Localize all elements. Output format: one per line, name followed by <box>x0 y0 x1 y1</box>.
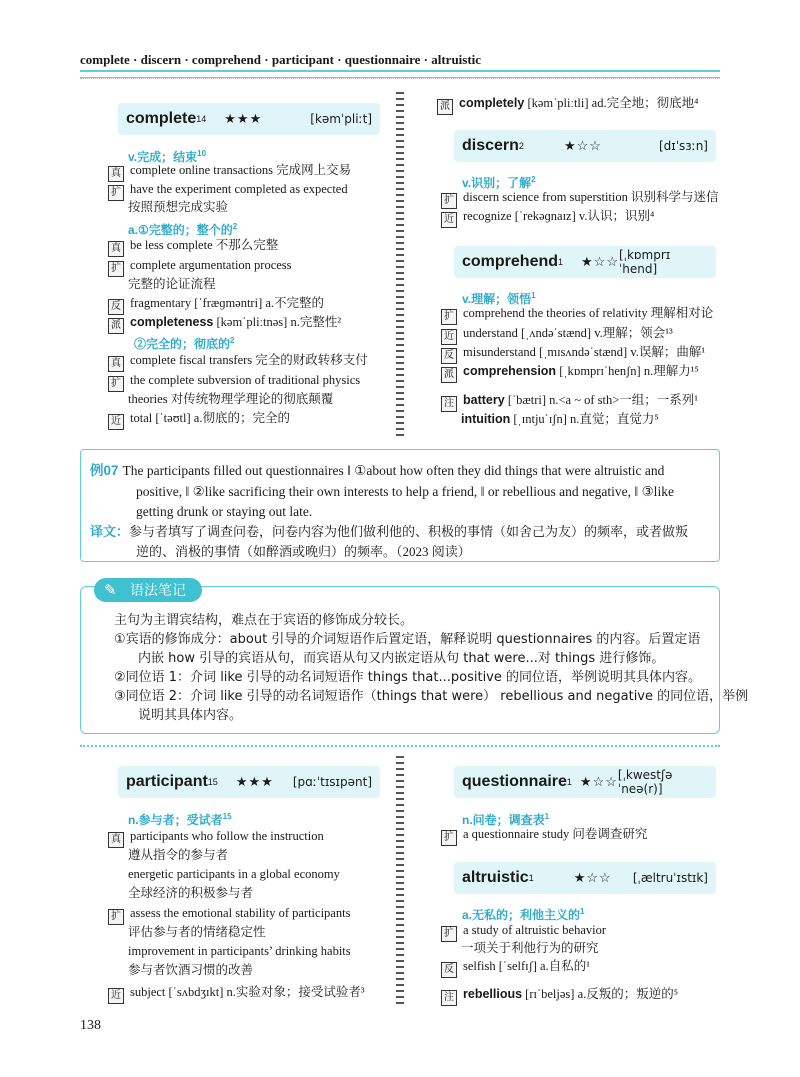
phonetic: [pɑːˈtɪsɪpənt] <box>292 775 372 789</box>
tag-jin: 近 <box>441 329 457 345</box>
phonetic: [dɪˈsɜːn] <box>658 139 708 153</box>
synonym-line: 近 recognize [ˈrekəɡnaɪz] v.认识；识别⁴ <box>441 208 654 228</box>
tag-kuo: 扩 <box>441 193 457 209</box>
example-sentence: getting drunk or staying out late. <box>136 504 313 519</box>
note-line: 注 battery [ˈbætri] n.<a ~ of sth>一组；一系列¹ <box>441 392 698 412</box>
tag-pai: 派 <box>108 318 124 334</box>
antonym-line: 反 misunderstand [ˌmɪsʌndəˈstænd] v.误解；曲解¹ <box>441 344 705 364</box>
example-label: 例07 <box>90 463 119 478</box>
tag-jin: 近 <box>441 212 457 228</box>
example-line: 真 participants who follow the instruction <box>108 828 324 848</box>
part-of-speech: n.参与者；受试者$^{15}$ <box>128 812 232 827</box>
tag-kuo: 扩 <box>108 376 124 392</box>
phonetic: [ˌæltruˈɪstɪk] <box>632 871 708 885</box>
part-of-speech: v.理解；领悟$^1$ <box>462 291 536 306</box>
phonetic: [kəmˈpliːt] <box>310 112 372 126</box>
tag-jin: 近 <box>108 414 124 430</box>
tag-fan: 反 <box>441 348 457 364</box>
spring-divider <box>396 756 404 1004</box>
derivative-line: 派 completeness [kəmˈpliːtnəs] n.完整性² <box>108 314 341 334</box>
antonym-line: 反 fragmentary [ˈfræɡməntri] a.不完整的 <box>108 295 324 315</box>
headword: participant <box>126 773 208 790</box>
example-line: 参与者饮酒习惯的改善 <box>128 963 254 977</box>
headword: questionnaire <box>462 773 567 790</box>
entry-header-comprehend <box>454 246 716 278</box>
grammar-line: ③同位语 2：介词 like 引导的动名词短语作（things that were） rebellious and negative 的同位语，举例 <box>114 689 749 704</box>
section-divider <box>80 745 720 747</box>
frequency: 2 <box>518 141 524 151</box>
translation: 逆的、消极的事情（如醉酒或晚归）的频率。（2023 阅读） <box>136 544 471 559</box>
tag-kuo: 扩 <box>441 830 457 846</box>
frequency: 1 <box>528 873 534 883</box>
star-rating: ★★★ <box>235 774 274 789</box>
headword: comprehend <box>462 253 559 270</box>
tag-zhen: 真 <box>108 356 124 372</box>
part-of-speech: ②完全的；彻底的$^2$ <box>134 336 235 351</box>
grammar-line: 内嵌 how 引导的宾语从句，而宾语从句又内嵌定语从句 that were...对 things 进行修饰。 <box>138 651 665 666</box>
entry-header-participant <box>118 766 380 798</box>
tag-jin: 近 <box>108 988 124 1004</box>
phonetic: [ˌkɒmprɪˈhend] <box>619 248 671 276</box>
star-rating: ★★★ <box>224 111 263 126</box>
tag-zhu: 注 <box>441 990 457 1006</box>
pen-icon: ✎ <box>104 581 117 599</box>
tag-fan: 反 <box>441 962 457 978</box>
header-dotted-rule <box>80 78 720 79</box>
header-rule <box>80 70 720 78</box>
tag-kuo: 扩 <box>108 185 124 201</box>
example-line: 扩 complete argumentation process <box>108 257 292 277</box>
example-line: theories 对传统物理学理论的彻底颠覆 <box>128 392 334 406</box>
tag-kuo: 扩 <box>441 926 457 942</box>
star-rating: ★☆☆ <box>581 254 619 269</box>
tag-fan: 反 <box>108 299 124 315</box>
spring-divider <box>396 92 404 437</box>
grammar-notes-title: 语法笔记 <box>130 583 186 599</box>
example-line: 评估参与者的情绪稳定性 <box>128 925 266 939</box>
example-line: 全球经济的积极参与者 <box>128 886 254 900</box>
headword: discern <box>462 137 519 154</box>
derivative-line: 派 comprehension [ˌkɒmprɪˈhenʃn] n.理解力¹⁵ <box>441 363 699 383</box>
example-line: 一项关于利他行为的研究 <box>461 941 599 955</box>
tag-kuo: 扩 <box>441 309 457 325</box>
frequency: 1 <box>558 257 564 267</box>
star-rating: ★☆☆ <box>579 774 618 789</box>
tag-kuo: 扩 <box>108 909 124 925</box>
part-of-speech: v.识别；了解$^2$ <box>462 175 536 190</box>
star-rating: ★☆☆ <box>563 138 602 153</box>
example-line: 完整的论证流程 <box>128 277 216 291</box>
synonym-line: 近 subject [ˈsʌbdʒɪkt] n.实验对象；接受试验者³ <box>108 984 365 1004</box>
example-line: 扩 assess the emotional stability of participants <box>108 905 350 925</box>
example-line: 真 be less complete 不那么完整 <box>108 237 278 257</box>
example-line: 真 complete online transactions 完成网上交易 <box>108 162 351 182</box>
tag-zhen: 真 <box>108 832 124 848</box>
tag-kuo: 扩 <box>108 261 124 277</box>
phonetic: [ˌkwestʃəˈneə(r)] <box>617 768 673 796</box>
part-of-speech: v.完成；结束$^{10}$ <box>128 149 207 164</box>
derivative-line: 派 completely [kəmˈpliːtli] ad.完全地；彻底地⁴ <box>437 95 698 115</box>
example-line: 扩 a study of altruistic behavior <box>441 922 606 942</box>
tag-pai: 派 <box>437 99 453 115</box>
frequency: 14 <box>196 114 207 124</box>
example-line: 扩 the complete subversion of traditional physics <box>108 372 360 392</box>
example-line: 扩 discern science from superstition 识别科学与迷信 <box>441 189 719 209</box>
star-rating: ★☆☆ <box>573 870 612 885</box>
page-number: 138 <box>80 1018 101 1033</box>
grammar-line: ②同位语 1：介词 like 引导的动名词短语作 things that...positive 的同位语，举例说明其具体内容。 <box>114 670 702 685</box>
grammar-notes-tag <box>94 578 202 602</box>
part-of-speech: n.问卷；调查表$^1$ <box>462 812 550 827</box>
example-line: 扩 a questionnaire study 问卷调查研究 <box>441 826 647 846</box>
example-line: 真 complete fiscal transfers 完全的财政转移支付 <box>108 352 368 372</box>
tag-pai: 派 <box>441 367 457 383</box>
synonym-line: 近 understand [ˌʌndəˈstænd] v.理解；领会¹³ <box>441 325 673 345</box>
example-line: 扩 comprehend the theories of relativity 理解相对论 <box>441 305 713 325</box>
example-line: energetic participants in a global economy <box>128 867 340 881</box>
grammar-line: 说明其具体内容。 <box>138 708 243 723</box>
entry-header-discern <box>454 130 716 162</box>
frequency: 15 <box>207 777 218 787</box>
entry-header-questionnaire <box>454 766 716 798</box>
note-line: intuition [ˌɪntjuˈɪʃn] n.直觉；直觉力⁵ <box>461 412 659 426</box>
headword: altruistic <box>462 869 529 886</box>
translation: 译文：参与者填写了调查问卷，问卷内容为他们做利他的、积极的事情（如舍己为友）的频率，或者做叛 <box>90 524 689 539</box>
example-sentence: 例07 The participants filled out questionnaires ‖ ①about how often they did things that were altruistic and <box>90 463 665 478</box>
tag-zhen: 真 <box>108 241 124 257</box>
entry-header-complete <box>118 103 380 135</box>
example-line: 扩 have the experiment completed as expected <box>108 181 348 201</box>
grammar-line: ①宾语的修饰成分：about 引导的介词短语作后置定语，解释说明 questionnaires 的内容。后置定语 <box>114 632 701 647</box>
example-line: 遵从指令的参与者 <box>128 848 229 862</box>
tag-zhu: 注 <box>441 396 457 412</box>
synonym-line: 近 total [ˈtəʊtl] a.彻底的；完全的 <box>108 410 290 430</box>
entry-header-altruistic <box>454 862 716 894</box>
part-of-speech: a.无私的；利他主义的$^1$ <box>462 907 585 922</box>
part-of-speech: a.①完整的；整个的$^2$ <box>128 222 238 237</box>
headword: complete <box>126 110 197 127</box>
frequency: 1 <box>566 777 572 787</box>
grammar-line: 主句为主谓宾结构，难点在于宾语的修饰成分较长。 <box>114 613 414 628</box>
running-header: complete · discern · comprehend · participant · questionnaire · altruistic <box>80 52 482 67</box>
note-line: 注 rebellious [rɪˈbeljəs] a.反叛的；叛逆的⁵ <box>441 986 678 1006</box>
antonym-line: 反 selfish [ˈselfɪʃ] a.自私的¹ <box>441 958 590 978</box>
example-line: 按照预想完成实验 <box>128 200 229 214</box>
tag-zhen: 真 <box>108 166 124 182</box>
example-line: improvement in participants’ drinking habits <box>128 944 351 958</box>
translation-label: 译文： <box>90 524 130 539</box>
example-sentence: positive, ‖ ②like sacrificing their own interests to help a friend, ‖ or rebellious and negative, ‖ ③like <box>136 484 674 499</box>
